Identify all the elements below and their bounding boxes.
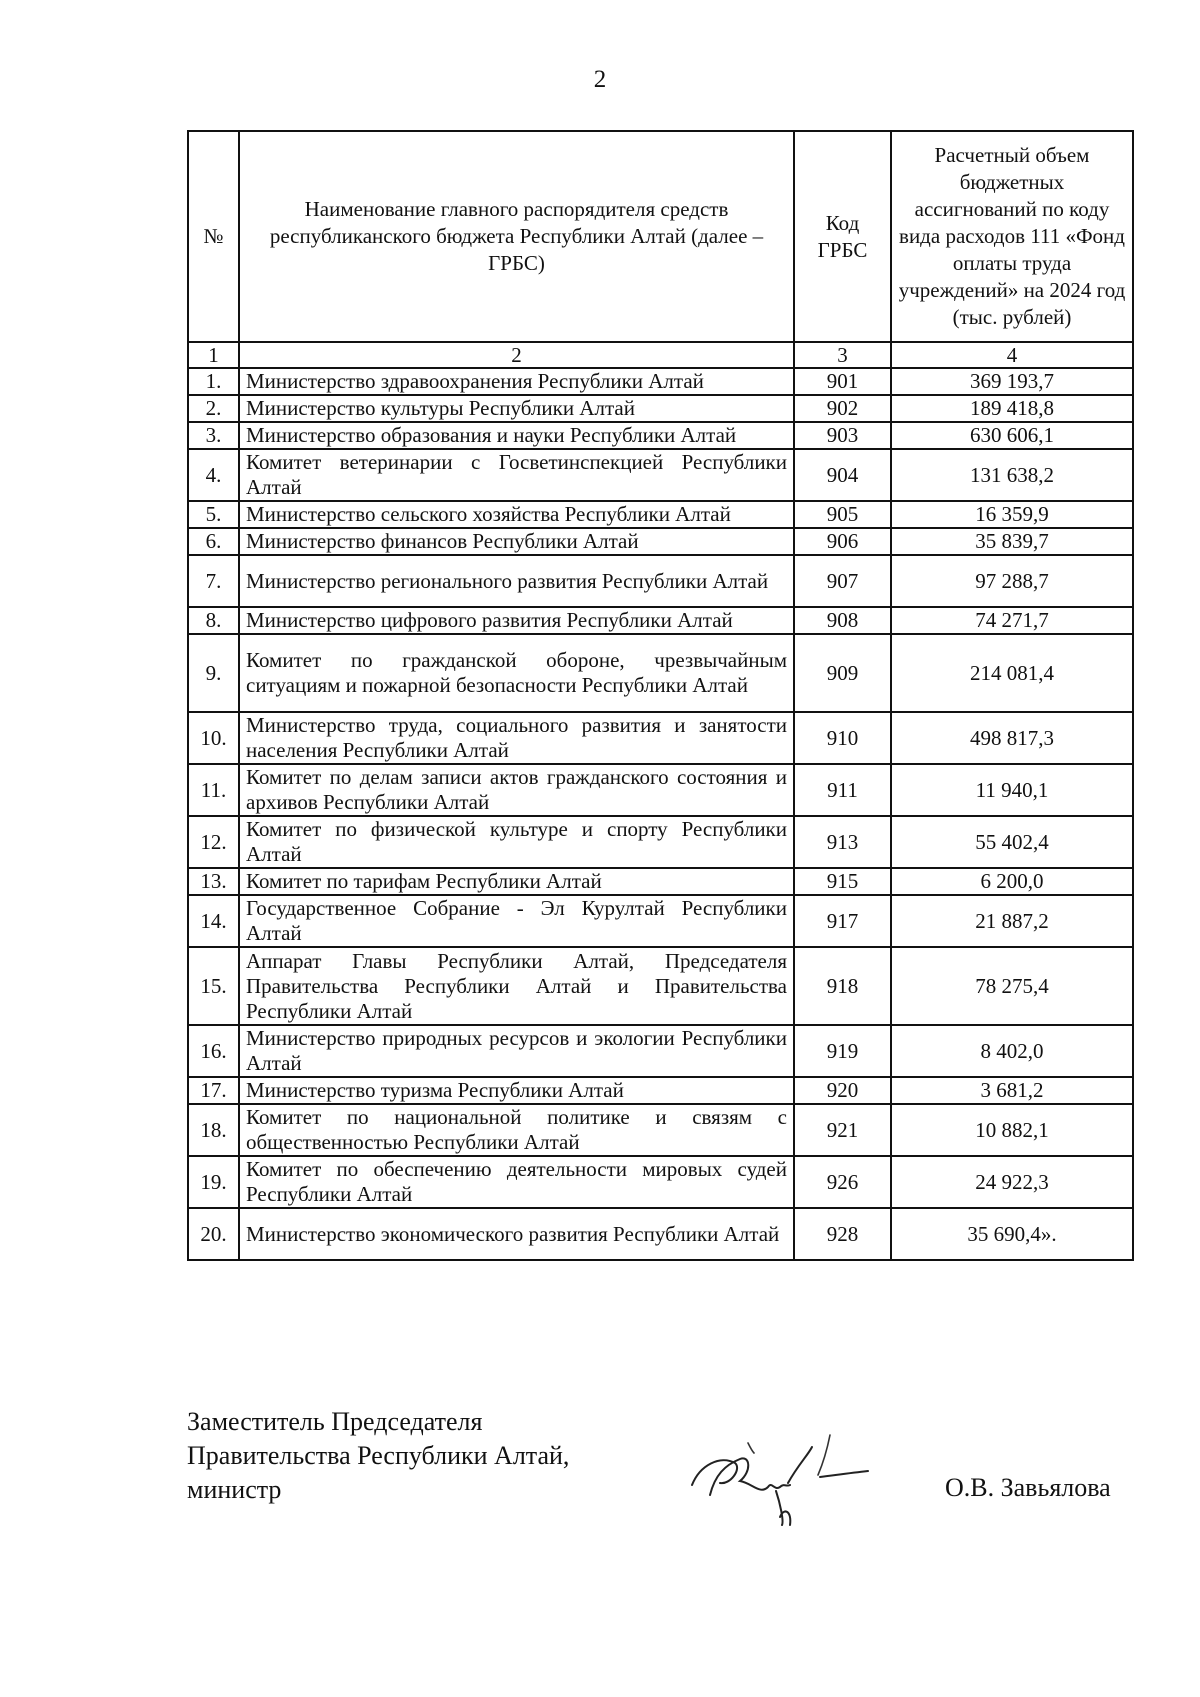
row-value: 97 288,7 <box>891 555 1133 607</box>
signature-title-line: министр <box>187 1475 282 1504</box>
row-value: 131 638,2 <box>891 449 1133 501</box>
row-code: 917 <box>794 895 891 947</box>
row-name: Комитет по физической культуре и спорту Республики Алтай <box>239 816 794 868</box>
table-row <box>188 1104 1133 1156</box>
row-number: 17. <box>188 1077 239 1104</box>
row-name: Министерство здравоохранения Республики Алтай <box>239 368 794 395</box>
row-value: 11 940,1 <box>891 764 1133 816</box>
signature-title <box>187 1405 569 1507</box>
table-header-row <box>188 131 1133 342</box>
table-row <box>188 422 1133 449</box>
header-volume: Расчетный объем бюджетных ассигнований по коду вида расходов 111 «Фонд оплаты труда учреждений» на 2024 год (тыс. рублей) <box>891 131 1133 342</box>
row-name: Министерство финансов Республики Алтай <box>239 528 794 555</box>
row-code: 905 <box>794 501 891 528</box>
table-row <box>188 501 1133 528</box>
row-number: 15. <box>188 947 239 1025</box>
row-name: Министерство регионального развития Республики Алтай <box>239 555 794 607</box>
row-value: 78 275,4 <box>891 947 1133 1025</box>
handwritten-signature <box>680 1425 890 1535</box>
row-number: 12. <box>188 816 239 868</box>
row-code: 915 <box>794 868 891 895</box>
row-value: 21 887,2 <box>891 895 1133 947</box>
table-row <box>188 528 1133 555</box>
row-code: 919 <box>794 1025 891 1077</box>
row-number: 11. <box>188 764 239 816</box>
row-number: 16. <box>188 1025 239 1077</box>
row-name: Комитет по гражданской обороне, чрезвычайным ситуациям и пожарной безопасности Республики Алтай <box>239 634 794 712</box>
row-number: 4. <box>188 449 239 501</box>
table-row <box>188 1077 1133 1104</box>
column-number: 2 <box>239 342 794 368</box>
table-row <box>188 1156 1133 1208</box>
table-row <box>188 395 1133 422</box>
row-name: Министерство сельского хозяйства Республики Алтай <box>239 501 794 528</box>
header-code: Код ГРБС <box>794 131 891 342</box>
signature-title-line: Заместитель Председателя <box>187 1407 483 1436</box>
row-code: 911 <box>794 764 891 816</box>
row-code: 921 <box>794 1104 891 1156</box>
row-code: 903 <box>794 422 891 449</box>
row-name: Министерство культуры Республики Алтай <box>239 395 794 422</box>
row-code: 909 <box>794 634 891 712</box>
table-row <box>188 1208 1133 1260</box>
row-value: 6 200,0 <box>891 868 1133 895</box>
row-value: 214 081,4 <box>891 634 1133 712</box>
row-number: 20. <box>188 1208 239 1260</box>
row-name: Аппарат Главы Республики Алтай, Председателя Правительства Республики Алтай и Правительства Республики Алтай <box>239 947 794 1025</box>
row-code: 902 <box>794 395 891 422</box>
row-value: 24 922,3 <box>891 1156 1133 1208</box>
row-name: Комитет по обеспечению деятельности мировых судей Республики Алтай <box>239 1156 794 1208</box>
row-value: 55 402,4 <box>891 816 1133 868</box>
column-number: 1 <box>188 342 239 368</box>
row-number: 14. <box>188 895 239 947</box>
table-row <box>188 1025 1133 1077</box>
table-row <box>188 868 1133 895</box>
row-name: Комитет по тарифам Республики Алтай <box>239 868 794 895</box>
table-row <box>188 895 1133 947</box>
row-number: 5. <box>188 501 239 528</box>
header-name: Наименование главного распорядителя средств республиканского бюджета Республики Алтай (далее – ГРБС) <box>239 131 794 342</box>
row-value: 16 359,9 <box>891 501 1133 528</box>
table-row <box>188 764 1133 816</box>
row-number: 9. <box>188 634 239 712</box>
row-number: 10. <box>188 712 239 764</box>
table-row <box>188 555 1133 607</box>
row-number: 3. <box>188 422 239 449</box>
row-number: 7. <box>188 555 239 607</box>
row-number: 8. <box>188 607 239 634</box>
row-value: 8 402,0 <box>891 1025 1133 1077</box>
table-row <box>188 712 1133 764</box>
row-code: 926 <box>794 1156 891 1208</box>
grbs-table <box>187 130 1134 1261</box>
page-number: 2 <box>593 66 607 93</box>
row-value: 35 839,7 <box>891 528 1133 555</box>
row-number: 18. <box>188 1104 239 1156</box>
row-code: 907 <box>794 555 891 607</box>
row-name: Государственное Собрание - Эл Курултай Республики Алтай <box>239 895 794 947</box>
signature-title-line: Правительства Республики Алтай, <box>187 1441 570 1470</box>
row-value: 3 681,2 <box>891 1077 1133 1104</box>
row-code: 904 <box>794 449 891 501</box>
row-number: 6. <box>188 528 239 555</box>
column-number: 4 <box>891 342 1133 368</box>
row-name: Комитет по национальной политике и связям с общественностью Республики Алтай <box>239 1104 794 1156</box>
column-number-row <box>188 342 1133 368</box>
table-row <box>188 816 1133 868</box>
row-code: 928 <box>794 1208 891 1260</box>
row-code: 920 <box>794 1077 891 1104</box>
row-value: 369 193,7 <box>891 368 1133 395</box>
table-row <box>188 368 1133 395</box>
column-number: 3 <box>794 342 891 368</box>
header-no: № <box>188 131 239 342</box>
table-row <box>188 607 1133 634</box>
row-number: 13. <box>188 868 239 895</box>
row-value: 189 418,8 <box>891 395 1133 422</box>
row-name: Министерство труда, социального развития и занятости населения Республики Алтай <box>239 712 794 764</box>
row-code: 906 <box>794 528 891 555</box>
row-code: 901 <box>794 368 891 395</box>
row-name: Министерство туризма Республики Алтай <box>239 1077 794 1104</box>
row-value: 630 606,1 <box>891 422 1133 449</box>
row-name: Министерство цифрового развития Республики Алтай <box>239 607 794 634</box>
row-value: 35 690,4». <box>891 1208 1133 1260</box>
row-name: Министерство экономического развития Республики Алтай <box>239 1208 794 1260</box>
table-row <box>188 634 1133 712</box>
row-number: 1. <box>188 368 239 395</box>
signatory-name: О.В. Завьялова <box>945 1473 1111 1502</box>
row-code: 910 <box>794 712 891 764</box>
row-name: Комитет по делам записи актов гражданского состояния и архивов Республики Алтай <box>239 764 794 816</box>
row-name: Комитет ветеринарии с Госветинспекцией Республики Алтай <box>239 449 794 501</box>
table-row <box>188 947 1133 1025</box>
row-number: 2. <box>188 395 239 422</box>
table-row <box>188 449 1133 501</box>
row-value: 74 271,7 <box>891 607 1133 634</box>
row-number: 19. <box>188 1156 239 1208</box>
row-code: 908 <box>794 607 891 634</box>
row-name: Министерство образования и науки Республики Алтай <box>239 422 794 449</box>
row-value: 498 817,3 <box>891 712 1133 764</box>
row-code: 918 <box>794 947 891 1025</box>
row-name: Министерство природных ресурсов и экологии Республики Алтай <box>239 1025 794 1077</box>
row-value: 10 882,1 <box>891 1104 1133 1156</box>
row-code: 913 <box>794 816 891 868</box>
